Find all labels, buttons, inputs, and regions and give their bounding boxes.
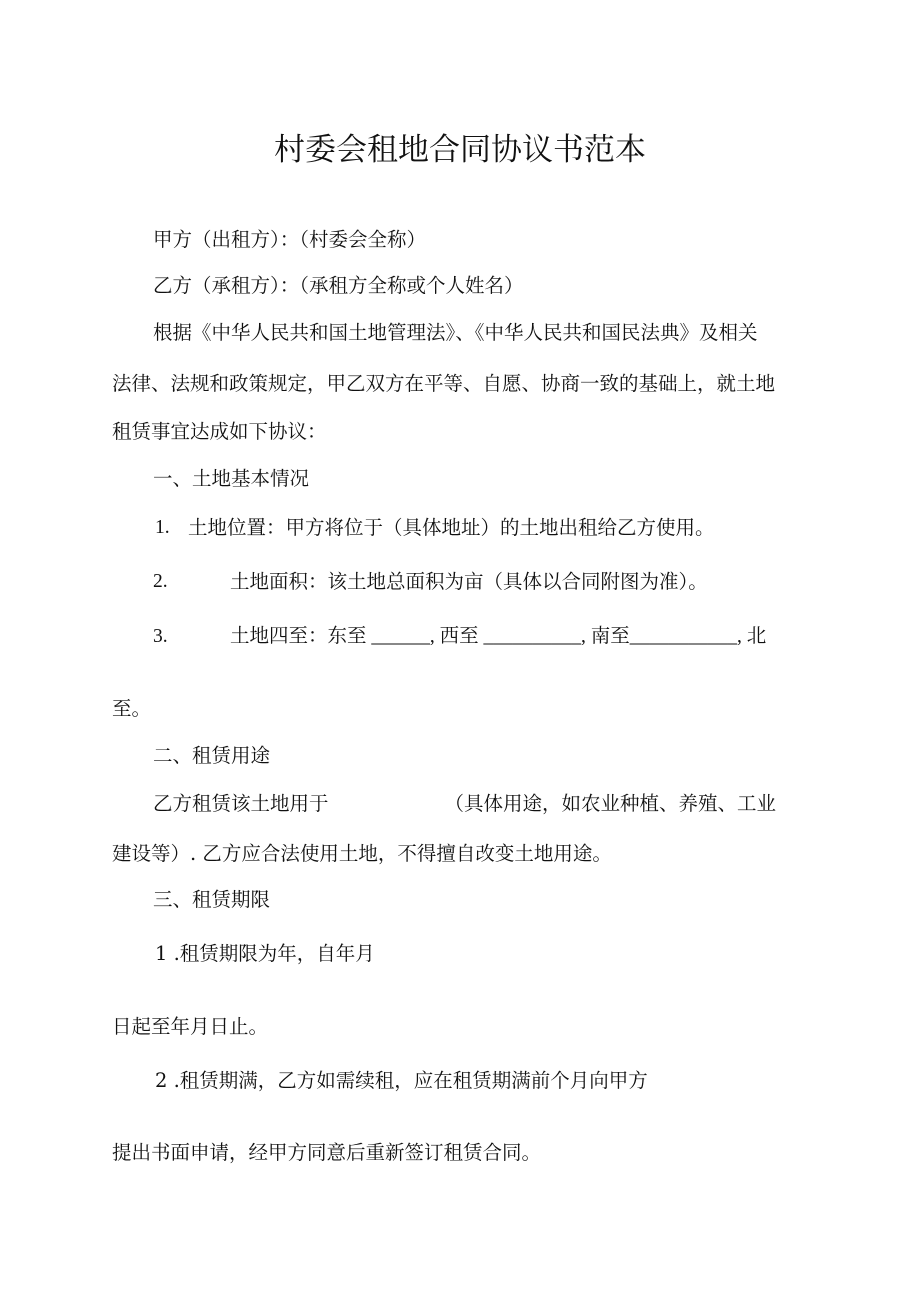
item-3-text: 土地四至：东至 ______, 西至 __________, 南至___________, 北 bbox=[230, 626, 767, 647]
item-3-continuation: 至。 bbox=[112, 697, 152, 720]
party-a-line: 甲方（出租方）：（村委会全称） bbox=[153, 228, 427, 251]
section-1-heading: 一、土地基本情况 bbox=[153, 467, 310, 490]
preamble-line-1: 根据《中华人民共和国土地管理法》、《中华人民共和国民法典》及相关 bbox=[153, 321, 758, 344]
section-3-heading: 三、租赁期限 bbox=[153, 888, 271, 911]
item-1-number: 1. bbox=[155, 517, 170, 538]
item-2-number: 2. bbox=[153, 571, 168, 592]
item-3-number: 3. bbox=[153, 626, 168, 647]
usage-line-2: 建设等）. 乙方应合法使用土地，不得擅自改变土地用途。 bbox=[112, 842, 612, 865]
item-2-text: 土地面积：该土地总面积为亩（具体以合同附图为准）。 bbox=[230, 570, 708, 593]
term-item-1-continuation: 日起至年月日止。 bbox=[112, 1015, 269, 1038]
term-item-1: 1 .租赁期限为年，自年月 bbox=[155, 942, 375, 965]
term-item-2-continuation: 提出书面申请，经甲方同意后重新签订租赁合同。 bbox=[112, 1141, 542, 1164]
party-b-line: 乙方（承租方）：（承租方全称或个人姓名） bbox=[153, 274, 524, 297]
usage-line-1-prefix: 乙方租赁该土地用于 bbox=[153, 792, 329, 815]
term-item-2: 2 .租赁期满，乙方如需续租，应在租赁期满前个月向甲方 bbox=[155, 1069, 648, 1092]
usage-line-1 bbox=[153, 792, 776, 816]
item-1-text: 土地位置：甲方将位于（具体地址）的土地出租给乙方使用。 bbox=[188, 516, 715, 539]
section-2-heading: 二、租赁用途 bbox=[153, 744, 271, 767]
document-title: 村委会租地合同协议书范本 bbox=[274, 132, 646, 168]
preamble-line-2: 法律、法规和政策规定，甲乙双方在平等、自愿、协商一致的基础上，就土地 bbox=[112, 372, 776, 395]
preamble-line-3: 租赁事宜达成如下协议： bbox=[112, 420, 327, 443]
usage-line-1-suffix: （具体用途，如农业种植、养殖、工业 bbox=[444, 792, 777, 815]
